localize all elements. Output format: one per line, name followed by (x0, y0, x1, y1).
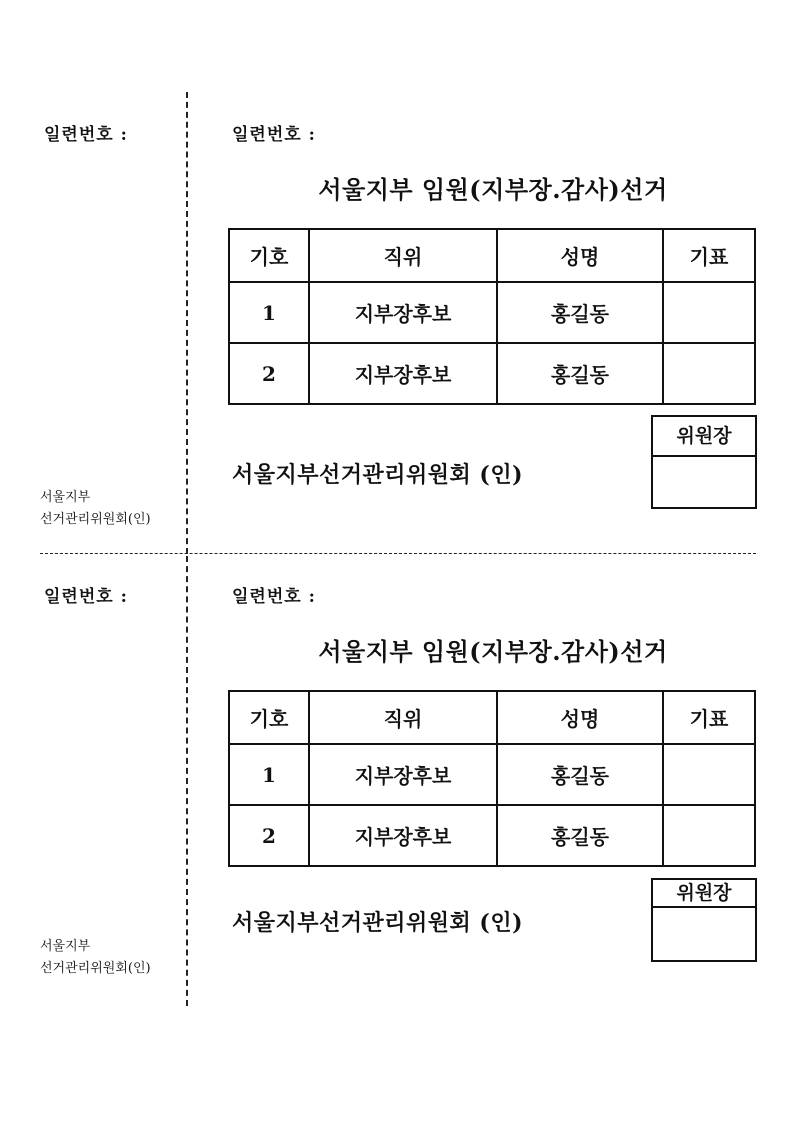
stub-org-line2: 선거관리위원회(인) (40, 961, 151, 976)
ballot-title: 서울지부 임원(지부장.감사)선거 (318, 637, 668, 666)
vote-cell[interactable] (663, 805, 755, 866)
seal-label: 위원장 (653, 880, 755, 908)
candidate-no: 1 (229, 282, 309, 343)
seal-box (651, 878, 757, 962)
candidate-table (228, 228, 756, 405)
table-header-row (229, 229, 755, 282)
stub-org (40, 936, 151, 980)
ballot-2 (0, 564, 800, 1028)
table-row (229, 805, 755, 866)
ballot-title: 서울지부 임원(지부장.감사)선거 (318, 175, 668, 204)
candidate-name: 홍길동 (497, 744, 663, 805)
header-name: 성명 (497, 691, 663, 744)
candidate-table (228, 690, 756, 867)
table-row (229, 744, 755, 805)
serial-label: 일련번호 : (232, 125, 316, 145)
table-header-row (229, 691, 755, 744)
table-row (229, 343, 755, 404)
header-position: 직위 (309, 229, 497, 282)
candidate-position: 지부장후보 (309, 805, 497, 866)
ballot-1 (0, 102, 800, 566)
stub-serial-label: 일련번호 : (44, 587, 128, 607)
candidate-position: 지부장후보 (309, 744, 497, 805)
stub-org-line1: 서울지부 (40, 939, 91, 954)
header-name: 성명 (497, 229, 663, 282)
header-position: 직위 (309, 691, 497, 744)
header-no: 기호 (229, 691, 309, 744)
candidate-no: 1 (229, 744, 309, 805)
header-vote: 기표 (663, 691, 755, 744)
candidate-no: 2 (229, 343, 309, 404)
serial-label: 일련번호 : (232, 587, 316, 607)
seal-box (651, 415, 757, 509)
candidate-no: 2 (229, 805, 309, 866)
seal-area (653, 457, 755, 507)
vote-cell[interactable] (663, 343, 755, 404)
candidate-name: 홍길동 (497, 805, 663, 866)
header-no: 기호 (229, 229, 309, 282)
stub-org-line1: 서울지부 (40, 490, 91, 505)
seal-label: 위원장 (653, 417, 755, 457)
seal-area (653, 908, 755, 960)
candidate-position: 지부장후보 (309, 282, 497, 343)
candidate-position: 지부장후보 (309, 343, 497, 404)
stub-org-line2: 선거관리위원회(인) (40, 512, 151, 527)
candidate-name: 홍길동 (497, 343, 663, 404)
vote-cell[interactable] (663, 282, 755, 343)
stub-org (40, 487, 151, 531)
committee-name: 서울지부선거관리위원회 (인) (232, 462, 524, 488)
table-row (229, 282, 755, 343)
vote-cell[interactable] (663, 744, 755, 805)
header-vote: 기표 (663, 229, 755, 282)
committee-name: 서울지부선거관리위원회 (인) (232, 910, 524, 936)
stub-serial-label: 일련번호 : (44, 125, 128, 145)
candidate-name: 홍길동 (497, 282, 663, 343)
